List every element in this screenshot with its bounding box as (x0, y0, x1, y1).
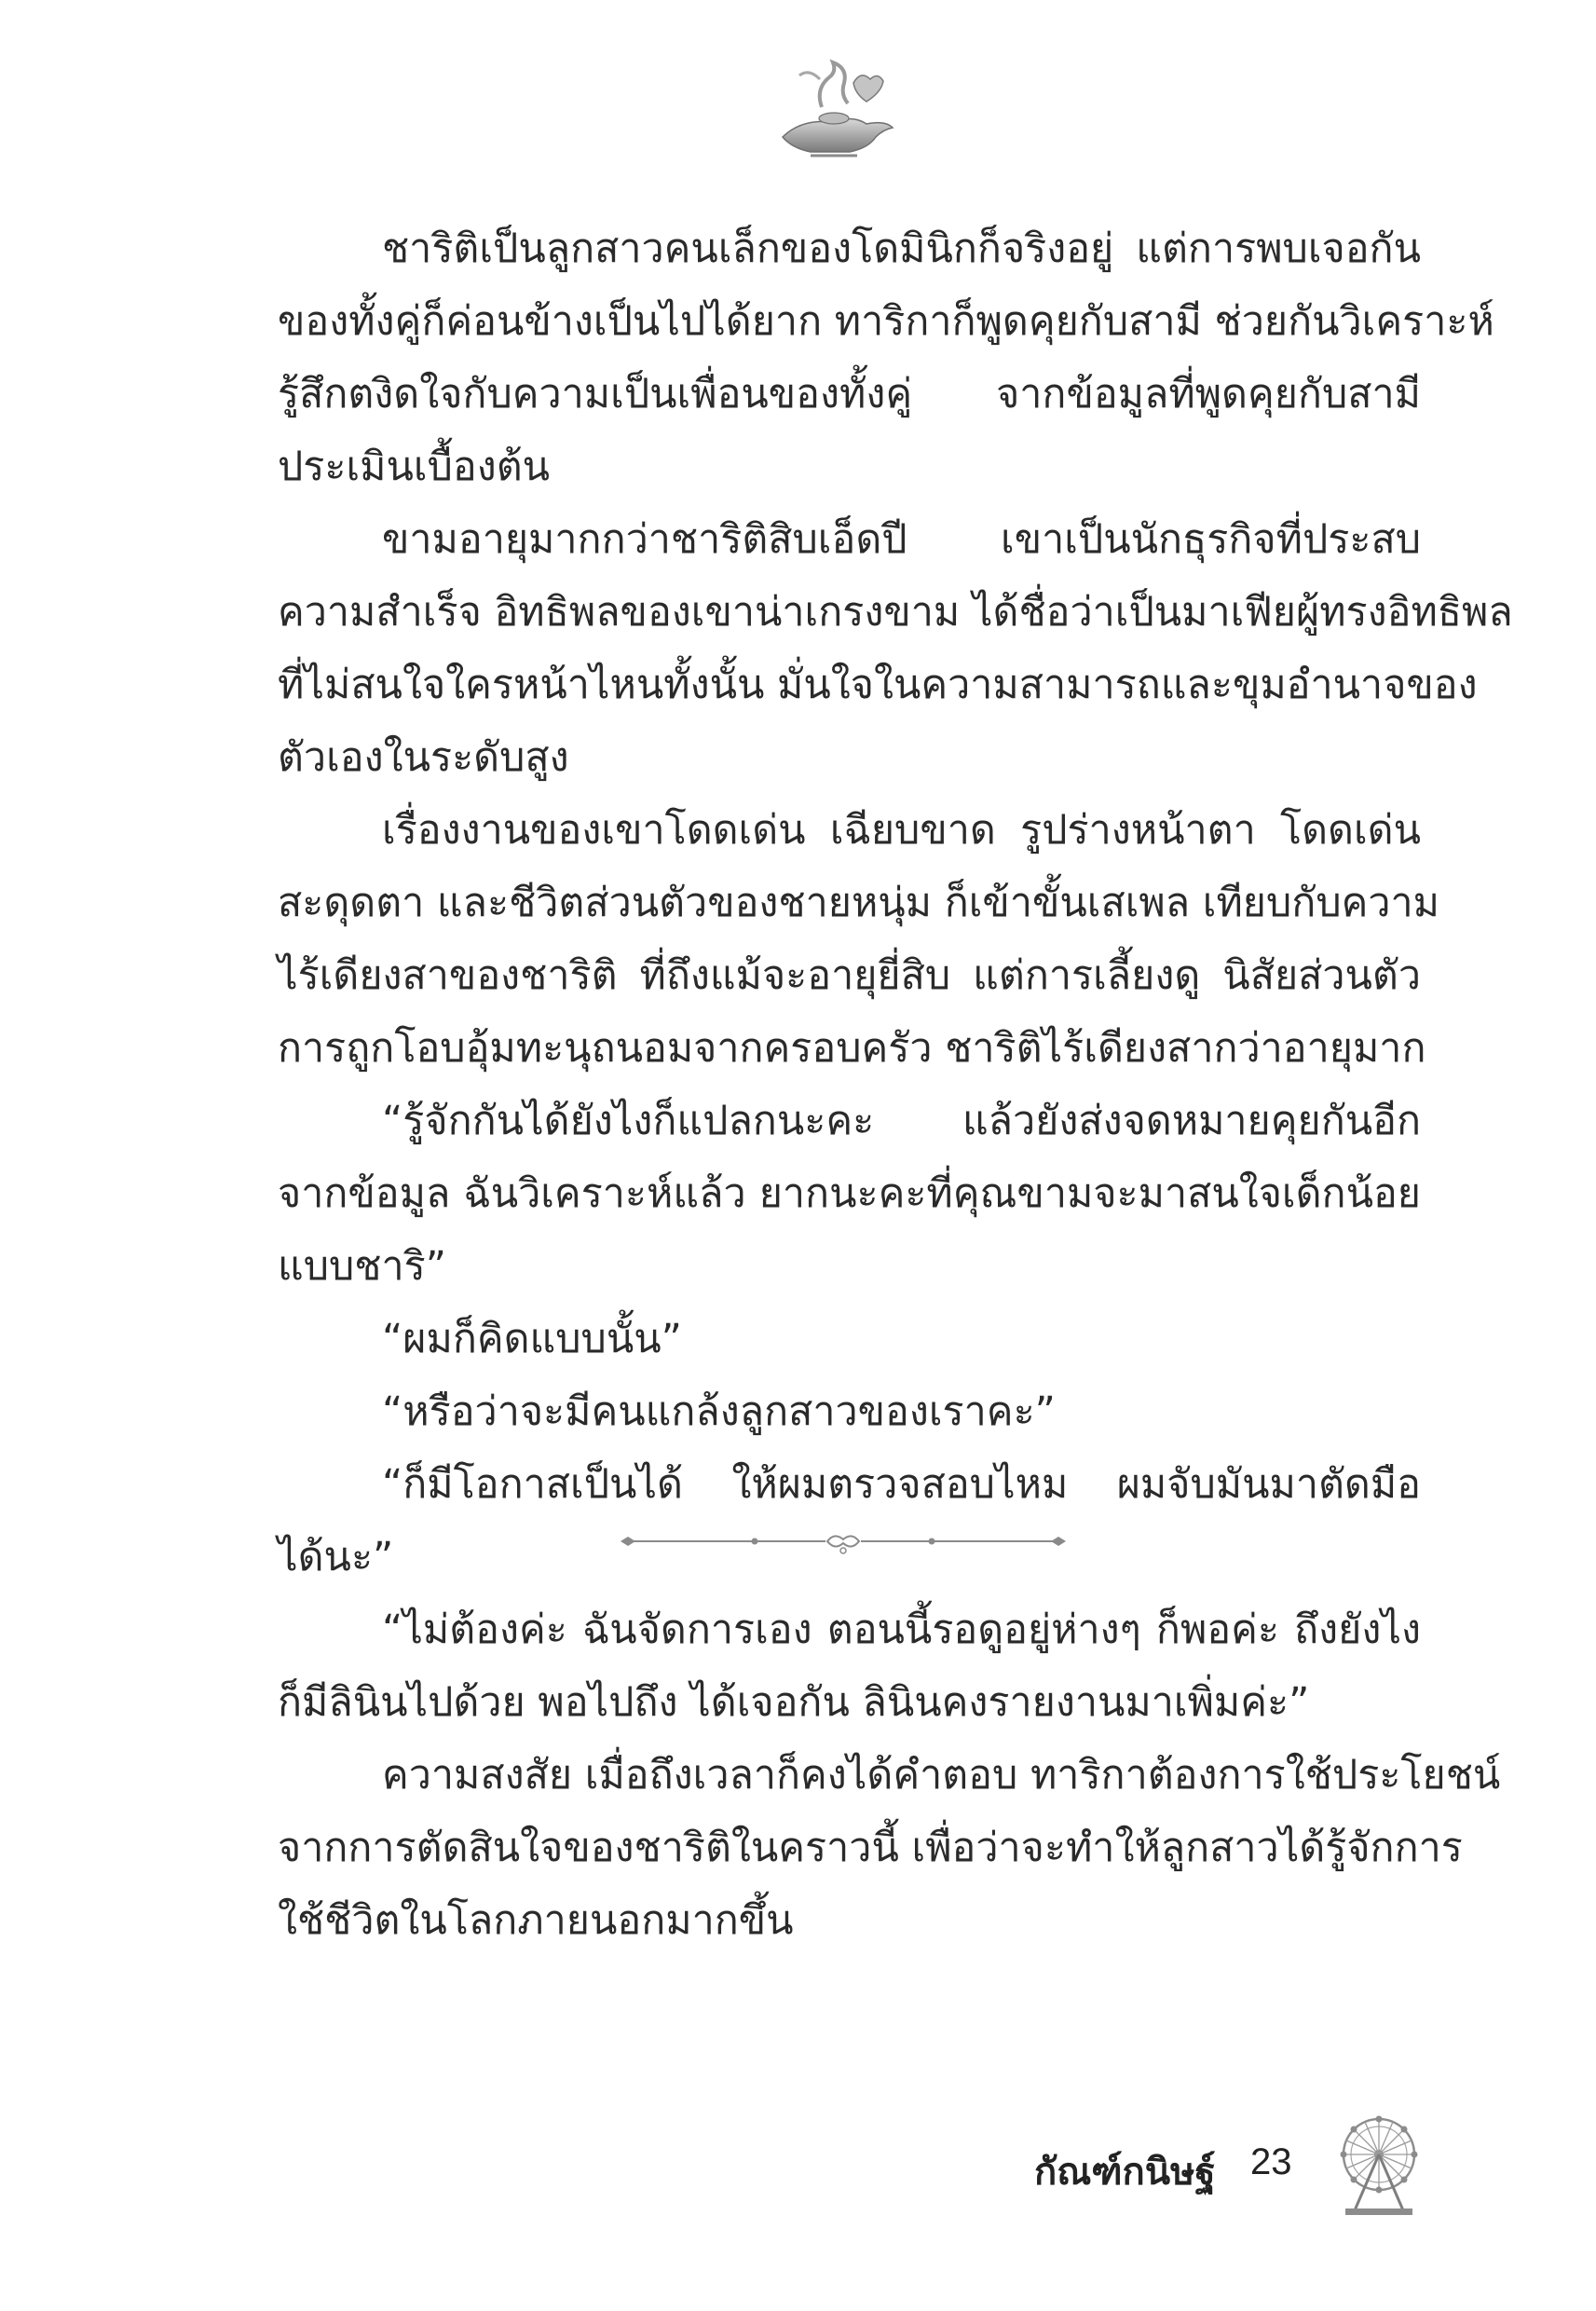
ferris-wheel-icon (1334, 2113, 1424, 2218)
body-line: ประเมินเบื้องต้น (278, 444, 551, 490)
body-line: “ก็มีโอกาสเป็นได้ ให้ผมตรวจสอบไหม ผมจับมันมาตัดมือ (382, 1461, 1421, 1508)
body-line: เรื่องงานของเขาโดดเด่น เฉียบขาด รูปร่างหน้าตา โดดเด่น (382, 807, 1421, 854)
body-line: ความสำเร็จ อิทธิพลของเขาน่าเกรงขาม ได้ชื่อว่าเป็นมาเฟียผู้ทรงอิทธิพล (278, 589, 1513, 636)
body-line: ตัวเองในระดับสูง (278, 734, 569, 781)
page-number: 23 (1250, 2141, 1292, 2182)
body-line: แบบชาริ” (278, 1243, 447, 1290)
body-line: ก็มีลินินไปด้วย พอไปถึง ได้เจอกัน ลินินคงรายงานมาเพิ่มค่ะ” (278, 1679, 1310, 1726)
body-line: ได้นะ” (278, 1534, 394, 1580)
body-line: “ไม่ต้องค่ะ ฉันจัดการเอง ตอนนี้รอดูอยู่ห่างๆ ก็พอค่ะ ถึงยังไง (382, 1607, 1421, 1653)
body-line: สะดุดตา และชีวิตส่วนตัวของชายหนุ่ม ก็เข้าขั้นเสเพล เทียบกับความ (278, 880, 1440, 926)
body-line: ที่ไม่สนใจใครหน้าไหนทั้งนั้น มั่นใจในความสามารถและขุมอำนาจของ (278, 662, 1478, 708)
body-line: ใช้ชีวิตในโลกภายนอกมากขึ้น (278, 1897, 794, 1944)
body-line: “ผมก็คิดแบบนั้น” (382, 1316, 682, 1362)
body-line: ของทั้งคู่ก็ค่อนข้างเป็นไปได้ยาก ทาริกาก็พูดคุยกับสามี ช่วยกันวิเคราะห์ (278, 298, 1494, 345)
body-line: จากข้อมูล ฉันวิเคราะห์แล้ว ยากนะคะที่คุณขามจะมาสนใจเด็กน้อย (278, 1170, 1421, 1217)
body-line: ความสงสัย เมื่อถึงเวลาก็คงได้คำตอบ ทาริกาต้องการใช้ประโยชน์ (382, 1752, 1501, 1798)
body-line: ขามอายุมากกว่าชาริติสิบเอ็ดปี เขาเป็นนักธุรกิจที่ประสบ (382, 516, 1421, 563)
body-line: ชาริติเป็นลูกสาวคนเล็กของโดมินิกก็จริงอยู่ แต่การพบเจอกัน (382, 226, 1421, 272)
body-line: ไร้เดียงสาของชาริติ ที่ถึงแม้จะอายุยี่สิบ แต่การเลี้ยงดู นิสัยส่วนตัว (278, 952, 1421, 999)
body-line: การถูกโอบอุ้มทะนุถนอมจากครอบครัว ชาริติไร้เดียงสากว่าอายุมาก (278, 1025, 1426, 1072)
ornamental-divider-icon (615, 1528, 1071, 1556)
body-line: “รู้จักกันได้ยังไงก็แปลกนะคะ แล้วยังส่งจดหมายคุยกันอีก (382, 1098, 1421, 1144)
body-line: “หรือว่าจะมีคนแกล้งลูกสาวของเราคะ” (382, 1388, 1056, 1435)
body-line: รู้สึกตงิดใจกับความเป็นเพื่อนของทั้งคู่ จากข้อมูลที่พูดคุยกับสามี (278, 371, 1421, 417)
genie-lamp-emblem-icon (764, 51, 904, 163)
book-title: กัณฑ์กนิษฐ์ (1034, 2151, 1216, 2194)
body-line: จากการตัดสินใจของชาริติในคราวนี้ เพื่อว่าจะทำให้ลูกสาวได้รู้จักการ (278, 1825, 1463, 1871)
body-text (278, 212, 1513, 1957)
